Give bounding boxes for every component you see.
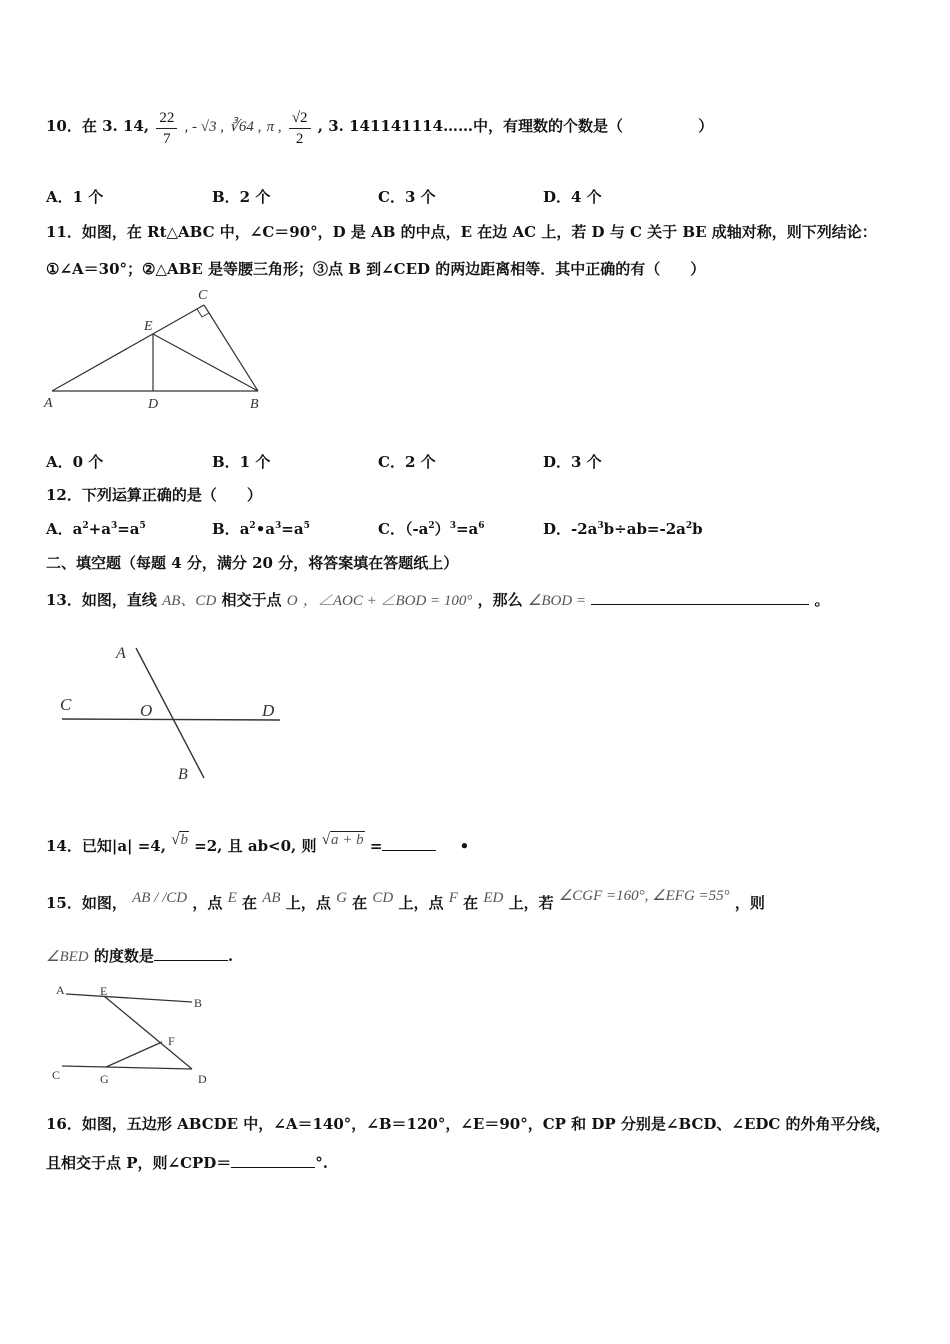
- q10-suffix: , 3. 141141114……中，有理数的个数是（: [317, 117, 624, 135]
- q14-sqrt-a-plus-b: √a + b: [321, 832, 364, 848]
- q15-stem-line2: ∠BED 的度数是 .: [46, 944, 233, 966]
- q15-line-cd: [62, 1066, 192, 1069]
- q13-ask: ∠BOD =: [527, 593, 587, 609]
- q15-label-e: E: [100, 984, 108, 998]
- q14-stem: 14．已知|a| =4, √b =2, 且 ab<0, 则 √a + b = •: [46, 832, 470, 855]
- q13-label-c: C: [60, 695, 72, 714]
- q15-label-f: F: [168, 1034, 175, 1048]
- q10-option-a: A．1 个: [46, 188, 104, 206]
- q15-line-ed: [104, 996, 192, 1069]
- q11-segment-eb: [153, 334, 258, 391]
- q15-label-g: G: [100, 1072, 109, 1086]
- q15-stem-line1: 15．如图， AB / /CD ，点 E 在 AB 上，点 G 在 CD 上，点 F 在 ED 上，若 ∠CGF =160°, ∠EFG =55° ，则: [46, 888, 765, 912]
- q15-label-d: D: [198, 1072, 207, 1086]
- q13-figure: [52, 636, 292, 786]
- q15-label-b: B: [194, 996, 203, 1010]
- q11-label-a: A: [44, 396, 53, 411]
- q13-point-o: O: [286, 593, 298, 609]
- q11-label-e: E: [144, 319, 153, 334]
- q10-stem: [46, 108, 713, 149]
- q10-fraction-sqrt2-2: $\frac{√2}{2}$: [289, 108, 311, 149]
- q11-label-b: B: [250, 397, 259, 412]
- q16-stem-line2: 且相交于点 P，则∠CPD＝ °.: [46, 1151, 328, 1173]
- q10-close: ）: [698, 117, 714, 135]
- q15-parallel: AB / /CD: [132, 890, 188, 906]
- q13-stem: 13．如图，直线 AB、CD 相交于点 O ，∠AOC + ∠BOD = 100° ，那么 ∠BOD = 。: [46, 588, 830, 610]
- q11-figure: [40, 284, 280, 414]
- q15-condition: ∠CGF =160°, ∠EFG =55°: [558, 888, 730, 904]
- q11-stem-line1: 11．如图，在 Rt△ABC 中，∠C＝90°，D 是 AB 的中点，E 在边 AC 上，若 D 与 C 关于 BE 成轴对称，则下列结论：: [46, 223, 877, 241]
- q13-answer-blank[interactable]: [591, 588, 809, 605]
- q10-option-b: B．2 个: [212, 188, 271, 206]
- q15-figure: [46, 978, 226, 1090]
- q14-dot: •: [459, 837, 470, 855]
- q10-option-d: D．4 个: [543, 188, 602, 206]
- q10-neg-sqrt3: , - √3 ,: [184, 119, 225, 135]
- q10-fraction-22-7: $\frac{22}{7}$: [156, 108, 177, 149]
- q11-stem-line2: ①∠A＝30°；②△ABE 是等腰三角形；③点 B 到∠CED 的两边距离相等．其中正确的有（ ）: [46, 260, 706, 278]
- q13-line-cd: [62, 719, 280, 720]
- q12-option-c: C．$(-a^2)^3=a^6$: [378, 520, 485, 538]
- q11-segment-ac: [52, 305, 204, 391]
- q15-answer-blank[interactable]: [154, 944, 228, 961]
- q15-segment-gf: [106, 1042, 162, 1067]
- q11-option-b: B．1 个: [212, 453, 271, 471]
- q10-option-c: C．3 个: [378, 188, 436, 206]
- q11-segment-cb: [204, 305, 258, 391]
- q13-label-d: D: [262, 701, 275, 720]
- q12-option-a: A．$a^2+a^3=a^5$: [46, 520, 146, 538]
- q14-sqrt-b: √b: [171, 832, 188, 848]
- q10-pi: π ,: [266, 119, 282, 135]
- q10-cbrt64: ∛64 ,: [229, 119, 262, 135]
- q11-label-c: C: [198, 288, 208, 303]
- q11-option-d: D．3 个: [543, 453, 602, 471]
- q12-stem: 12．下列运算正确的是（ ）: [46, 486, 262, 504]
- q13-lines: AB、CD: [162, 593, 217, 609]
- q10-prefix: 10．在 3. 14,: [46, 117, 150, 135]
- q14-answer-blank[interactable]: [382, 834, 436, 851]
- section-2-title: 二、填空题（每题 4 分，满分 20 分，将答案填在答题纸上）: [46, 554, 459, 572]
- q13-condition: ，∠AOC + ∠BOD = 100°: [302, 593, 473, 609]
- q12-option-b: B．$a^2•a^3=a^5$: [212, 520, 310, 538]
- q15-line-ab: [66, 994, 192, 1002]
- q13-label-o: O: [140, 701, 153, 720]
- q11-label-d: D: [148, 397, 159, 412]
- q16-stem-line1: 16．如图，五边形 ABCDE 中，∠A＝140°，∠B＝120°，∠E＝90°，CP 和 DP 分别是∠BCD、∠EDC 的外角平分线，: [46, 1115, 891, 1133]
- q15-ask: ∠BED: [46, 949, 89, 965]
- q15-label-a: A: [56, 983, 65, 997]
- q13-label-a: A: [116, 645, 126, 662]
- q13-label-b: B: [178, 766, 188, 783]
- q11-option-a: A．0 个: [46, 453, 104, 471]
- q12-option-d: D．$-2a^3b\div ab=-2a^2b$: [543, 520, 703, 538]
- q11-option-c: C．2 个: [378, 453, 436, 471]
- q16-answer-blank[interactable]: [231, 1151, 315, 1168]
- q15-label-c: C: [52, 1068, 61, 1082]
